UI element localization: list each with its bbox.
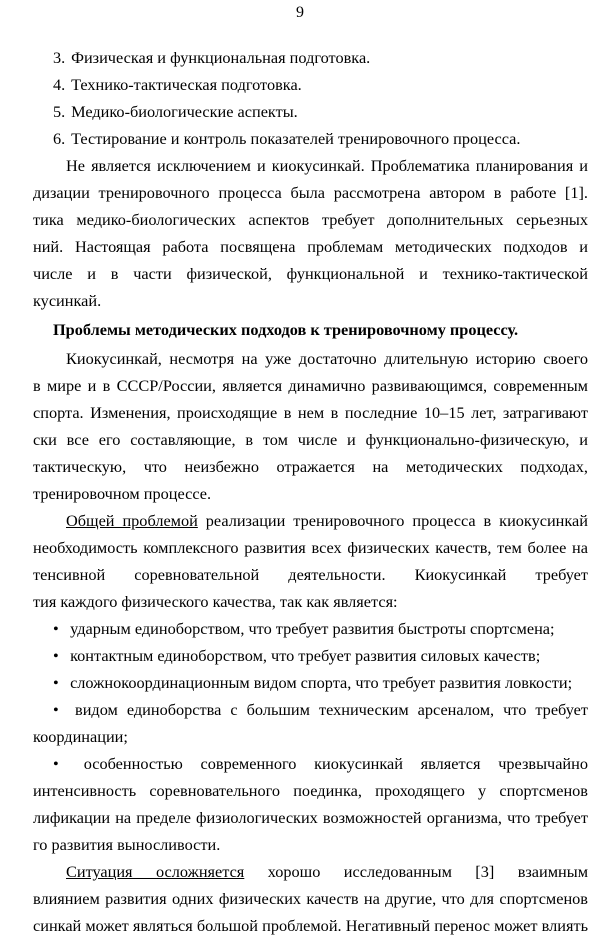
text-line: тика медико-биологических аспектов требует дополнительных серьезных [33,210,588,229]
bullet-icon: • [53,646,59,665]
text-fragment: хорошо исследованным [3] взаимным [267,862,588,881]
text-line: спорта. Изменения, происходящие в нем в последние 10–15 лет, затрагивают [33,403,588,422]
text-line: влиянием развития одних физических качеств на другие, что для спортсменов [33,889,588,908]
section-heading: Проблемы методических подходов к тренировочному процессу. [53,320,519,339]
text-line: синкай может являться большой проблемой. Негативный перенос может влиять [33,916,588,935]
text-line: координации; [33,727,128,746]
text-fragment: реализации тренировочного процесса в киокусинкай [205,511,588,530]
text-line: го развития выносливости. [33,835,221,854]
bullet-text: сложнокоординационным видом спорта, что требует развития ловкости; [70,673,573,692]
text-line: лификации на пределе физиологических возможностей организма, что требует [33,808,588,827]
text-line: тенсивной соревновательной деятельности. Киокусинкай требует [33,565,588,584]
text-line: необходимость комплексного развития всех физических качеств, тем более на [33,538,588,557]
page-content [33,44,588,939]
text-line: кусинкай. [33,291,102,310]
text-line [33,858,588,885]
underlined-phrase: Ситуация осложняется [66,862,245,881]
bullet-item [33,615,588,642]
list-number: 4. [53,75,66,94]
bullet-item [33,750,588,777]
list-item [33,71,588,98]
list-number: 3. [53,48,66,67]
text-line: Не является исключением и киокусинкай. Проблематика планирования и [66,156,588,175]
list-number: 5. [53,102,66,121]
paragraph-3 [33,507,588,615]
list-text: Тестирование и контроль показателей тренировочного процесса. [71,129,521,148]
list-text: Физическая и функциональная подготовка. [71,48,371,67]
text-line: интенсивность соревновательного поединка, проходящего у спортсменов [33,781,588,800]
list-item [33,125,588,152]
bullet-item [33,669,588,696]
text-line: ний. Настоящая работа посвящена проблемам методических подходов и [33,237,588,256]
underlined-phrase: Общей проблемой [66,511,198,530]
text-line: ски все его составляющие, в том числе и функционально-физическую, и [33,430,588,449]
text-line: дизации тренировочного процесса была рассмотрена автором в работе [1]. [33,183,588,202]
bullet-text: видом единоборства с большим техническим арсеналом, что требует [75,700,588,719]
bullet-icon: • [53,700,59,719]
paragraph-1 [33,152,588,314]
text-line [33,507,588,534]
list-number: 6. [53,129,66,148]
list-item [33,98,588,125]
bullet-item [33,642,588,669]
text-line: тактическую, что неизбежно отражается на методических подходах, [33,457,588,476]
bullet-list [33,615,588,858]
paragraph-2 [33,345,588,507]
text-line: числе и в части физической, функциональной и технико-тактической [33,264,588,283]
bullet-text: контактным единоборством, что требует развития силовых качеств; [70,646,541,665]
list-item [33,44,588,71]
text-line: в мире и в СССР/России, является динамично развивающимся, современным [33,376,588,395]
page-number: 9 [296,4,304,21]
text-line: Киокусинкай, несмотря на уже достаточно длительную историю своего [66,349,588,368]
list-text: Медико-биологические аспекты. [71,102,298,121]
bullet-text: ударным единоборством, что требует развития быстроты спортсмена; [70,619,555,638]
bullet-item [33,696,588,723]
text-line: тия каждого физического качества, так как является: [33,592,398,611]
text-line: тренировочном процессе. [33,484,212,503]
bullet-icon: • [53,619,59,638]
bullet-icon: • [53,754,59,773]
bullet-text: особенностью современного киокусинкай является чрезвычайно [83,754,588,773]
list-text: Технико-тактическая подготовка. [71,75,302,94]
bullet-icon: • [53,673,59,692]
paragraph-4 [33,858,588,939]
